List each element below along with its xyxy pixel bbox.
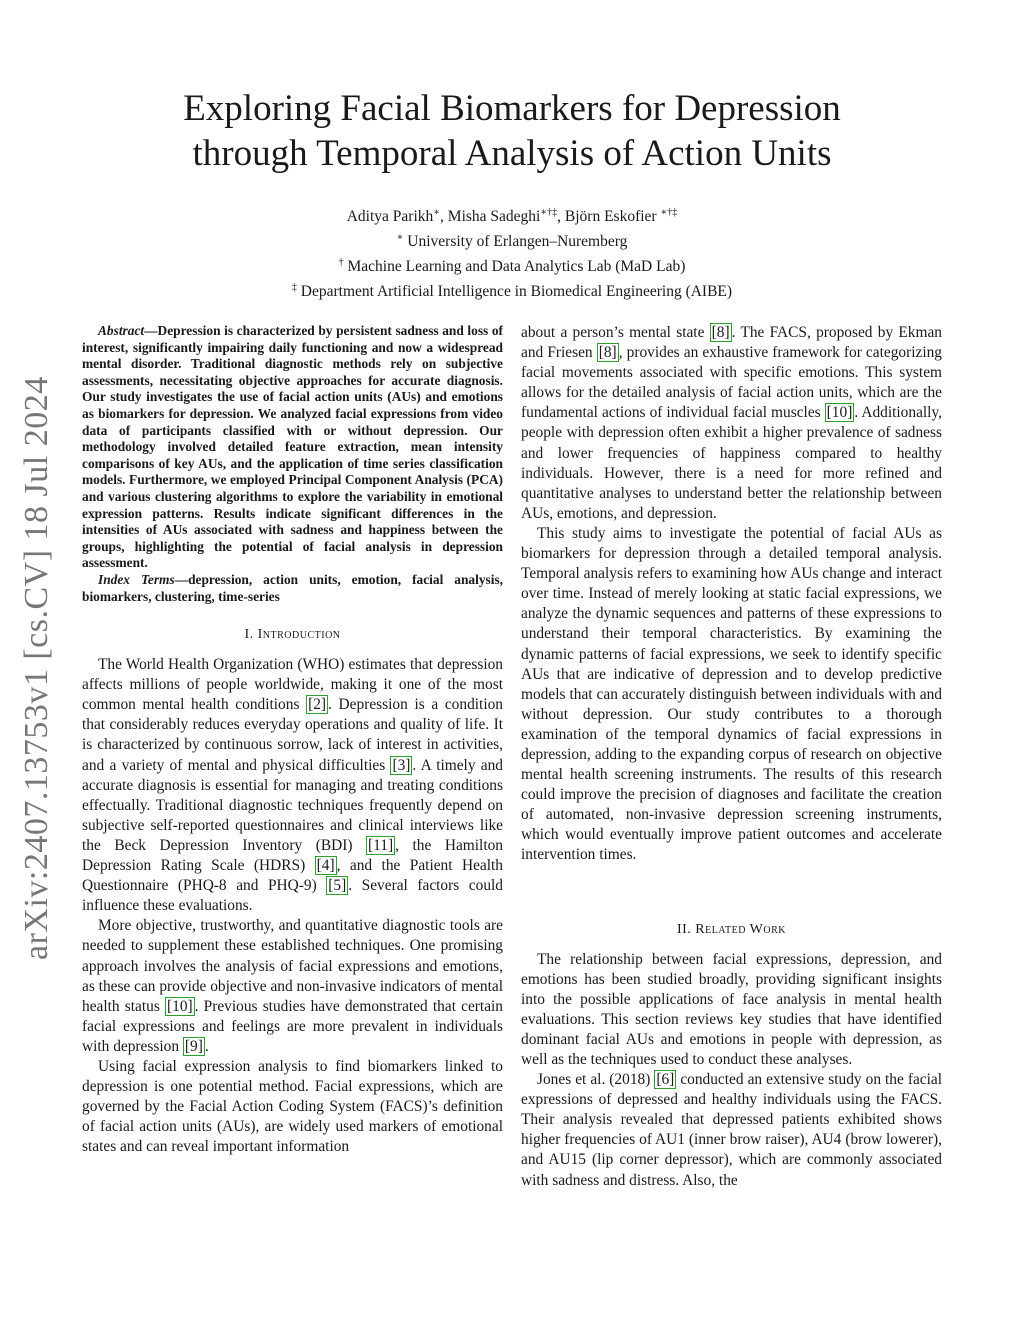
index-terms: Index Terms—depression, action units, emotion, facial analysis, biomarkers, clustering, time-series: [82, 571, 503, 604]
citation-link[interactable]: [11]: [368, 836, 394, 854]
section-heading-related-work: II. Related Work: [676, 921, 786, 937]
section-heading-introduction: I. Introduction: [244, 627, 341, 643]
affiliation-1: ∗ University of Erlangen–Nuremberg: [396, 232, 628, 251]
affiliation-2: † Machine Learning and Data Analytics Lab (MaD Lab): [338, 257, 686, 276]
related-work-paragraph-1: The relationship between facial expressions, depression, and emotions has been studied broadly, providing significant insights into the possible applications of face analysis in mental health evaluations. This section reviews key studies that have identified dominant facial AUs and emotions in people with depression, as well as the techniques used to conduct these analyses.: [521, 950, 942, 1068]
right-column: [521, 323, 942, 1191]
citation-link[interactable]: [8]: [711, 324, 730, 341]
paper-title: [100, 86, 924, 176]
left-column: [82, 323, 503, 1157]
affiliation-3: ‡ Department Artificial Intelligence in Biomedical Engineering (AIBE): [291, 282, 733, 301]
author-3: Björn Eskofier: [564, 208, 657, 226]
title-line-1: Exploring Facial Biomarkers for Depression: [183, 88, 841, 129]
intro-paragraph-2: More objective, trustworthy, and quantitative diagnostic tools are needed to supplement these established techniques. One promising approach involves the analysis of facial expressions and emotions, as these can provide objective and non-invasive indicators of mental health status [10] . Previous studies have demonstrated that certain facial expressions and feelings are more prevalent in individuals with depression [9] .: [82, 917, 504, 1055]
citation-link[interactable]: [9]: [184, 1037, 203, 1055]
author-2: Misha Sadeghi: [447, 208, 541, 226]
author-names: Aditya Parikh∗, Misha Sadeghi∗†‡, Björn Eskofier ∗†‡: [346, 207, 678, 226]
citation-link[interactable]: [10]: [826, 404, 853, 422]
citation-link[interactable]: [6]: [656, 1071, 675, 1089]
citation-link[interactable]: [8]: [598, 344, 617, 362]
intro-paragraph-3-continued: about a person’s mental state [8] . The FACS, proposed by Ekman and Friesen [8] , provides an exhaustive framework for categorizing facial movements associated with specific emotions. This system allows for the detailed analysis of facial action units, which are the fundamental actions of individual facial muscles [10] . Additionally, people with depression often exhibit a higher prevalence of sadness and lower frequencies of happiness compared to healthy individuals. However, there is a need for more refined and quantitative analyses to understand better the relationship between AUs, emotions, and depression.: [521, 324, 943, 522]
author-block: [100, 202, 924, 303]
citation-link[interactable]: [2]: [308, 696, 327, 714]
intro-paragraph-4: This study aims to investigate the potential of facial AUs as biomarkers for depression through a detailed temporal analysis. Temporal analysis refers to examining how AUs change and interact over time. Instead of merely looking at static facial expressions, we analyze the dynamic sequences and patterns of these expressions to understand their temporal characteristics. By examining the dynamic patterns of facial expressions, we seek to identify specific AUs that are indicative of depression and to develop predictive models that can accurately distinguish between individuals with and without depression. Our study contributes to a thorough examination of the temporal dynamics of facial expressions in depression, adding to the expanding corpus of research on objective mental health screening instruments. The results of this research could improve the precision of diagnoses and facilitate the creation of automated, non-invasive depression screening instruments, which would eventually improve patient outcomes and accelerate intervention times.: [521, 524, 942, 864]
related-work-paragraph-2: Jones et al. (2018) [6] conducted an extensive study on the facial expressions of depressed and healthy individuals using the FACS. Their analysis revealed that depressed patients exhibited shows higher frequencies of AU1 (inner brow raiser), AU4 (brow lowerer), and AU15 (lip corner depressor), which are commonly associated with sadness and distress. Also, the: [521, 1071, 943, 1189]
title-line-2: through Temporal Analysis of Action Units: [192, 133, 832, 174]
citation-link[interactable]: [5]: [328, 877, 347, 895]
citation-link[interactable]: [4]: [316, 857, 335, 875]
intro-paragraph-3: Using facial expression analysis to find biomarkers linked to depression is one potential method. Facial expressions, which are governed by the Facial Action Coding System (FACS)’s definition of facial action units (AUs), are widely used markers of emotional states and can reveal important information: [82, 1057, 503, 1156]
intro-paragraph-1: The World Health Organization (WHO) estimates that depression affects millions of people worldwide, making it one of the most common mental health conditions [2] . Depression is a condition that considerably reduces everyday operations and quality of life. It is characterized by continuous sorrow, lack of interest in activities, and a variety of mental and physical difficulties [3] . A timely and accurate diagnosis is essential for managing and treating conditions effectually. Traditional diagnostic techniques frequently depend on subjective self-reported questionnaires and clinical interviews like the Beck Depression Inventory (BDI) [11] , the Hamilton Depression Rating Scale (HDRS) [4] , and the Patient Health Questionnaire (PHQ-8 and PHQ-9) [5] . Several factors could influence these evaluations.: [82, 656, 504, 915]
arxiv-identifier: arXiv:2407.13753v1 [cs.CV] 18 Jul 2024: [18, 376, 55, 960]
abstract: Abstract—Depression is characterized by persistent sadness and loss of interest, significantly impairing daily functioning and now a widespread mental disorder. Traditional diagnostic methods rely on subjective assessments, necessitating objective approaches for accurate diagnosis. Our study investigates the use of facial action units (AUs) and emotions as biomarkers for depression. We analyzed facial expressions from video data of participants classified with or without depression. Our methodology involved detailed feature extraction, mean intensity comparisons of key AUs, and the application of time series classification models. Furthermore, we employed Principal Component Analysis (PCA) and various clustering algorithms to explore the variability in emotional expression patterns. Results indicate significant differences in the intensities of AUs associated with sadness and happiness between the groups, highlighting the potential of facial analysis in depression assessment.: [82, 323, 503, 571]
author-1: Aditya Parikh: [346, 208, 434, 226]
citation-link[interactable]: [3]: [392, 756, 411, 774]
citation-link[interactable]: [10]: [167, 997, 193, 1015]
